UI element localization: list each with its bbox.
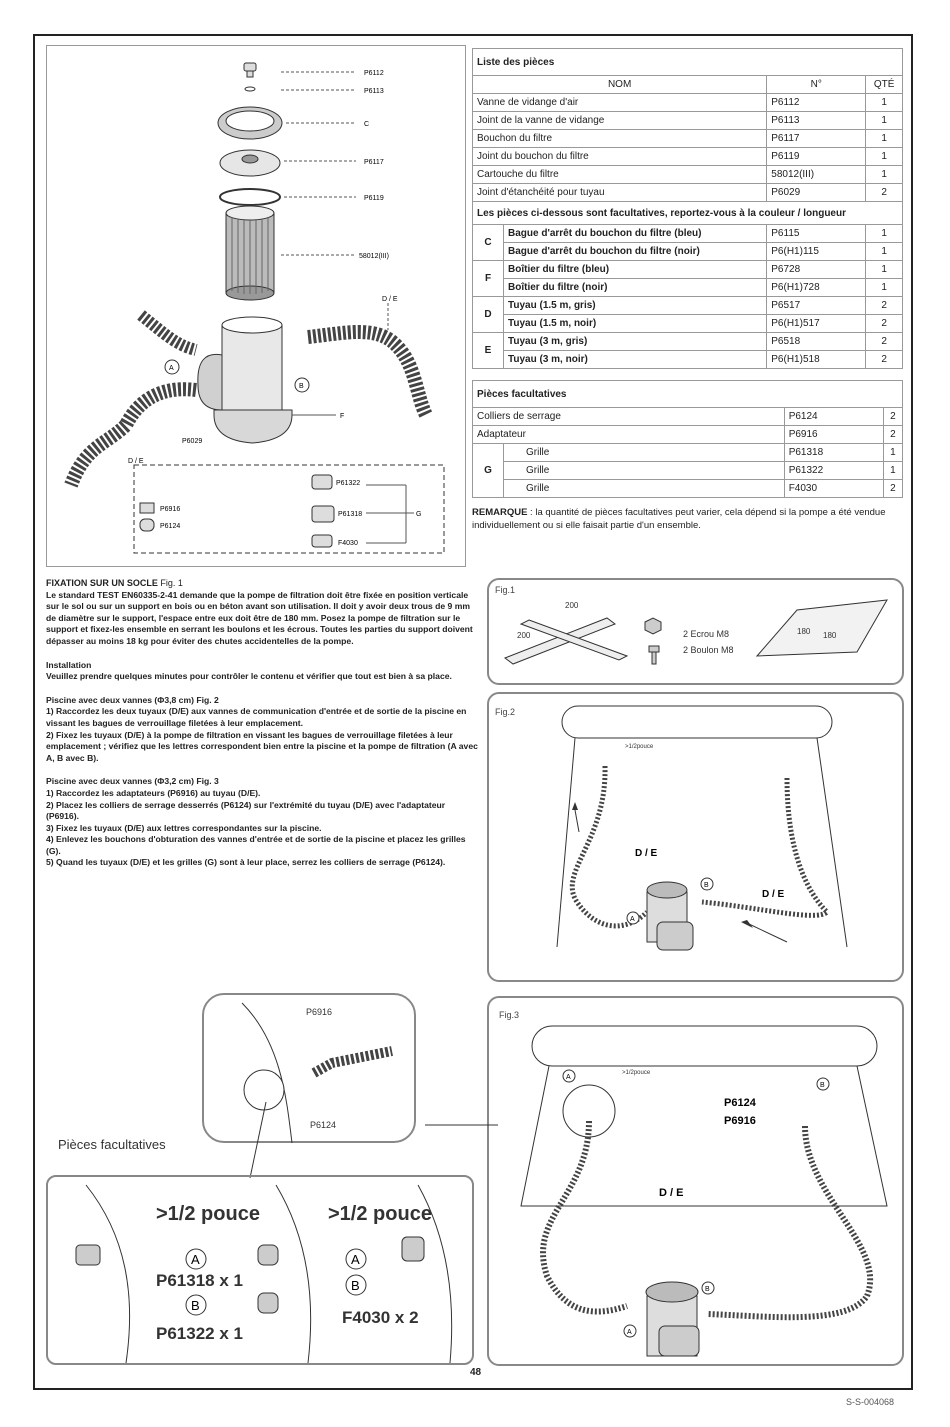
- fig1-diagram: [487, 578, 904, 685]
- label-a: A: [169, 365, 174, 372]
- table-row: Adaptateur P6916 2: [473, 426, 903, 444]
- label-p6113: P6113: [364, 88, 384, 95]
- label-de-top: D / E: [382, 296, 398, 303]
- table-row: Joint d'étanchéité pour tuyau P6029 2: [473, 184, 903, 202]
- base-bracket-icon: [505, 618, 627, 664]
- label-p6916: P6916: [160, 506, 181, 513]
- label-g: G: [416, 511, 422, 518]
- svg-text:200: 200: [517, 631, 531, 640]
- air-valve-icon: [244, 63, 256, 91]
- svg-text:P61322 x 1: P61322 x 1: [156, 1324, 243, 1343]
- svg-text:P6916: P6916: [724, 1115, 756, 1127]
- pump-icon: [647, 882, 693, 950]
- instructions: FIXATION SUR UN SOCLE Fig. 1 Le standard TEST EN60335-2-41 demande que la pompe de filtration doit être fixée en position verticale sur le sol ou sur un support en bois ou en béton avant son utilisation. Il doit y avoir deux trous de 9 mm de diamètre sur le support, l'espace entre eux doit être de 180 mm. Posez la pompe de filtration sur le support et fixez-les ensemble en serrant les boulons et les écrous. Toutes les parties du support doivent dépasser au moins 18 kg pour éviter des chutes accidentelles de la pompe. Installation Veuillez prendre quelques minutes pour contrôler le contenu et vérifier que tout est bien à sa place. Piscine avec deux vannes (Φ3,8 cm) Fig. 2 1) Raccordez les deux tuyaux (D/E) aux vannes de communication d'entrée et de sortie de la piscine en vissant les bagues de verrouillage filetées à leur emplacement. 2) Fixez les tuyaux (D/E) à la pompe de filtration en vissant les bagues de verrouillage filetées à leur emplacement ; vérifiez que les lettres correspondent bien entre la piscine et la pompe de filtration (A avec A, B avec B). Piscine avec deux vannes (Φ3,2 cm) Fig. 3 1) Raccordez les adaptateurs (P6916) au tuyau (D/E). 2) Placez les colliers de serrage desserrés (P6124) sur l'extrémité du tuyau (D/E) avec l'adaptateur (P6916). 3) Fixez les tuyaux (D/E) aux lettres correspondantes sur la piscine. 4) Enlevez les bouchons d'obturation des vannes d'entrée et de sortie de la piscine et placez les grilles (G). 5) Quand les tuyaux (D/E) et les grilles (G) sont à leur place, serrez les colliers de serrage (P6124).: [46, 578, 478, 868]
- nut-icon: [645, 618, 661, 634]
- table-row: Tuyau (1.5 m, noir) P6(H1)517 2: [473, 315, 903, 333]
- page-number: 48: [470, 1367, 482, 1378]
- filter-cap-icon: [220, 150, 280, 176]
- label-de-bottom: D / E: [128, 458, 144, 465]
- filter-cartridge-icon: [226, 206, 274, 300]
- table-row: Colliers de serrage P6124 2: [473, 408, 903, 426]
- label-c: C: [364, 121, 370, 128]
- svg-text:P6124: P6124: [310, 1120, 337, 1130]
- table-row: Grille P61322 1: [473, 462, 903, 480]
- table-row: Joint du bouchon du filtre P6119 1: [473, 148, 903, 166]
- table-row: Vanne de vidange d'air P6112 1: [473, 94, 903, 112]
- svg-text:200: 200: [565, 601, 579, 610]
- table-row: Grille F4030 2: [473, 480, 903, 498]
- label-f4030: F4030: [338, 540, 358, 547]
- svg-text:2 Boulon M8: 2 Boulon M8: [683, 645, 734, 655]
- col-header-name: NOM: [473, 76, 767, 94]
- table-row: E Tuyau (3 m, gris) P6518 2: [473, 333, 903, 351]
- table-row: Cartouche du filtre 58012(III) 1: [473, 166, 903, 184]
- optional-parts-title: Pièces facultatives: [473, 381, 903, 408]
- fig3-label: Fig.3: [499, 1010, 520, 1020]
- connector-lines: [240, 1090, 500, 1180]
- svg-text:A: A: [566, 1074, 571, 1081]
- grille-diagram: [46, 1175, 474, 1365]
- table-row: Joint de la vanne de vidange P6113 1: [473, 112, 903, 130]
- hose-left-icon: [71, 389, 196, 485]
- svg-text:D / E: D / E: [635, 848, 658, 859]
- label-b: B: [299, 383, 304, 390]
- fig1-label: Fig.1: [495, 585, 516, 595]
- fig2-diagram: [487, 692, 904, 982]
- label-p6119: P6119: [364, 195, 384, 202]
- optional-label: Pièces facultatives: [58, 1137, 166, 1152]
- svg-text:D / E: D / E: [659, 1187, 684, 1199]
- label-p61322: P61322: [336, 480, 361, 487]
- svg-text:2 Ecrou M8: 2 Ecrou M8: [683, 629, 730, 639]
- label-p6112: P6112: [364, 70, 384, 77]
- table-row: Boîtier du filtre (noir) P6(H1)728 1: [473, 279, 903, 297]
- base-plate-icon: [757, 600, 887, 656]
- table-row: G Grille P61318 1: [473, 444, 903, 462]
- svg-text:>1/2pouce: >1/2pouce: [625, 744, 654, 750]
- col-header-qty: QTÉ: [866, 76, 903, 94]
- piscine2-title: Piscine avec deux vannes (Φ3,2 cm) Fig. 3: [46, 776, 219, 787]
- parts-list-title: Liste des pièces: [473, 49, 903, 76]
- svg-text:A: A: [351, 1252, 360, 1267]
- doc-code: S-S-004068: [846, 1397, 895, 1407]
- svg-text:B: B: [351, 1278, 360, 1293]
- lock-ring-icon: [218, 107, 282, 139]
- optional-note: Les pièces ci-dessous sont facultatives, reportez-vous à la couleur / longueur: [473, 202, 903, 225]
- fixation-title: FIXATION SUR UN SOCLE: [46, 578, 158, 588]
- label-p61318: P61318: [338, 511, 363, 518]
- label-p6124: P6124: [160, 523, 181, 530]
- label-p6117: P6117: [364, 159, 384, 166]
- col-header-num: N°: [767, 76, 866, 94]
- svg-text:P6124: P6124: [724, 1097, 756, 1109]
- list-item: 1) Raccordez les adaptateurs (P6916) au tuyau (D/E).: [46, 787, 261, 798]
- table-row: F Boîtier du filtre (bleu) P6728 1: [473, 261, 903, 279]
- svg-text:D / E: D / E: [762, 889, 785, 900]
- hose-right-icon: [308, 332, 426, 415]
- svg-text:A: A: [627, 1329, 632, 1336]
- svg-text:B: B: [704, 882, 709, 889]
- installation-text: Veuillez prendre quelques minutes pour contrôler le contenu et vérifier que tout est bien à sa place.: [46, 671, 452, 682]
- svg-text:>1/2 pouce: >1/2 pouce: [328, 1203, 432, 1225]
- table-row: Bouchon du filtre P6117 1: [473, 130, 903, 148]
- list-item: 2) Placez les colliers de serrage desserrés (P6124) sur l'extrémité du tuyau (D/E) avec l'adaptateur (P6916).: [46, 799, 446, 822]
- list-item: 2) Fixez les tuyaux (D/E) à la pompe de filtration en vissant les bagues de verrouillage filetées à leur emplacement ; vérifiez que les lettres correspondent bien entre la piscine et la pompe de filtration (A avec A, B avec B).: [46, 729, 478, 763]
- list-item: 3) Fixez les tuyaux (D/E) aux lettres correspondantes sur la piscine.: [46, 822, 322, 833]
- label-cartridge: 58012(III): [359, 253, 389, 260]
- table-row: Bague d'arrêt du bouchon du filtre (noir) P6(H1)115 1: [473, 243, 903, 261]
- fig2-label: Fig.2: [495, 707, 516, 717]
- svg-text:F4030 x 2: F4030 x 2: [342, 1308, 419, 1327]
- svg-text:B: B: [820, 1082, 825, 1089]
- svg-text:A: A: [191, 1252, 200, 1267]
- cap-gasket-icon: [220, 189, 280, 205]
- svg-text:P61318 x 1: P61318 x 1: [156, 1271, 243, 1290]
- list-item: 1) Raccordez les deux tuyaux (D/E) aux vannes de communication d'entrée et de sortie de la piscine en vissant les bagues de verrouillage filetées à leur emplacement.: [46, 706, 467, 728]
- svg-text:>1/2 pouce: >1/2 pouce: [156, 1203, 260, 1225]
- list-item: 5) Quand les tuyaux (D/E) et les grilles (G) sont à leur place, serrez les colliers de serrage (P6124).: [46, 857, 446, 868]
- fixation-text: Le standard TEST EN60335-2-41 demande que la pompe de filtration doit être fixée en position verticale sur le sol ou sur un support en bois ou en béton avant son utilisation. Il doit y avoir deux trous de 9 mm de diamètre sur le support, l'espace entre eux doit être de 180 mm. Posez la pompe de filtration sur le support et fixez-les ensemble en serrant les boulons et les écrous. Toutes les parties du support doivent dépasser au moins 18 kg pour éviter des chutes accidentelles de la pompe.: [46, 589, 473, 646]
- bolt-icon: [649, 646, 659, 664]
- pool-icon: [521, 1026, 887, 1206]
- svg-text:B: B: [705, 1286, 710, 1293]
- label-f: F: [340, 413, 345, 420]
- table-row: C Bague d'arrêt du bouchon du filtre (bleu) P6115 1: [473, 225, 903, 243]
- pump-icon: [646, 1282, 699, 1356]
- pool-icon: [557, 706, 847, 947]
- installation-title: Installation: [46, 659, 92, 670]
- optional-parts-table: [472, 380, 903, 498]
- svg-text:>1/2pouce: >1/2pouce: [622, 1070, 651, 1076]
- pump-housing-icon: [198, 317, 292, 443]
- label-p6029: P6029: [182, 438, 203, 445]
- table-row: D Tuyau (1.5 m, gris) P6517 2: [473, 297, 903, 315]
- table-row: Tuyau (3 m, noir) P6(H1)518 2: [473, 351, 903, 369]
- list-item: 4) Enlevez les bouchons d'obturation des vannes d'entrée et de sortie de la piscine et placez les grilles (G).: [46, 834, 466, 856]
- svg-text:P6916: P6916: [306, 1007, 333, 1017]
- fig3-diagram: [487, 996, 904, 1366]
- parts-list-table: [472, 48, 903, 369]
- piscine1-title: Piscine avec deux vannes (Φ3,8 cm) Fig. 2: [46, 694, 219, 705]
- grille-icon: [76, 1237, 424, 1313]
- exploded-diagram: [46, 45, 464, 565]
- svg-text:180: 180: [823, 631, 837, 640]
- svg-text:A: A: [630, 916, 635, 923]
- svg-text:B: B: [191, 1298, 200, 1313]
- remark: REMARQUE : la quantité de pièces facultatives peut varier, cela dépend si la pompe a été vendue individuellement ou si elle faisait partie d'un ensemble.: [472, 507, 886, 531]
- svg-text:180: 180: [797, 627, 811, 636]
